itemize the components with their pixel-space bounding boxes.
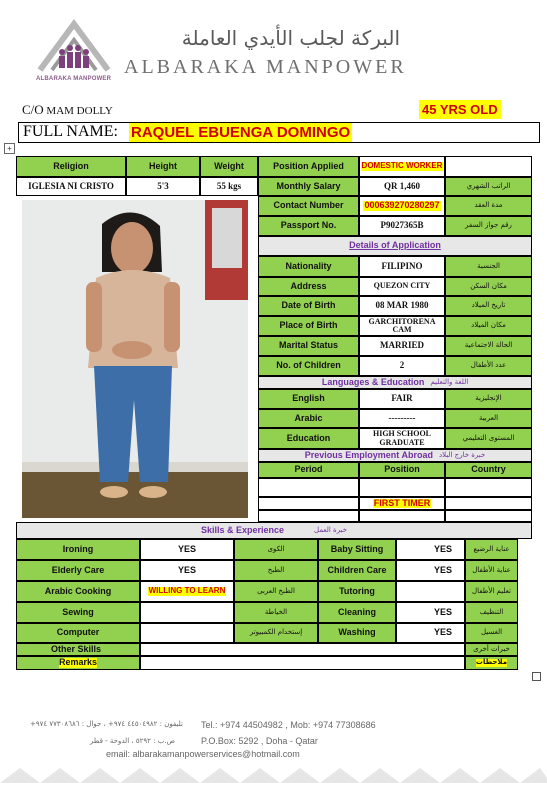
footer-pobox: P.O.Box: 5292 , Doha - Qatar xyxy=(201,736,318,746)
employment-header xyxy=(258,449,532,462)
skills-header xyxy=(16,522,532,539)
employment-row-1-country xyxy=(445,478,532,497)
skill-sewing-value xyxy=(140,602,234,623)
position-applied-label: Position Applied xyxy=(258,156,359,177)
monthly-salary-ar: الراتب الشهري xyxy=(445,177,532,196)
contact-number-value: 000639270280297 xyxy=(364,200,440,211)
place-of-birth-label: Place of Birth xyxy=(258,316,359,336)
skill-ironing-label: Ironing xyxy=(16,539,140,560)
first-timer-note: FIRST TIMER xyxy=(373,497,431,508)
arabic-value: --------- xyxy=(359,409,445,428)
other-skills-label: Other Skills xyxy=(16,643,140,656)
company-name-english: ALBARAKA MANPOWER xyxy=(124,56,407,78)
weight-header: Weight xyxy=(200,156,258,177)
address-ar: مكان السكن xyxy=(445,277,532,296)
height-header: Height xyxy=(126,156,200,177)
table-move-handle-icon[interactable]: + xyxy=(4,143,15,154)
date-of-birth-ar: تاريخ الميلاد xyxy=(445,296,532,316)
english-ar: الإنجليزية xyxy=(445,389,532,409)
skill-tutoring-label: Tutoring xyxy=(318,581,396,602)
full-name-value: RAQUEL EBUENGA DOMINGO xyxy=(131,124,351,141)
employment-title: Previous Employment Abroad xyxy=(304,449,433,460)
other-skills-value xyxy=(140,643,465,656)
children-label: No. of Children xyxy=(258,356,359,376)
skill-washing-value: YES xyxy=(396,623,465,643)
marital-status-value: MARRIED xyxy=(359,336,445,356)
monthly-salary-value: QR 1,460 xyxy=(359,177,445,196)
education-ar: المستوى التعليمي xyxy=(445,428,532,449)
languages-title-ar: اللغة والتعليم xyxy=(430,377,469,386)
contact-number-cell xyxy=(359,196,445,216)
religion-value: IGLESIA NI CRISTO xyxy=(16,177,126,196)
logo-subtitle: ALBARAKA MANPOWER xyxy=(36,76,112,82)
address-value: QUEZON CITY xyxy=(359,277,445,296)
religion-header: Religion xyxy=(16,156,126,177)
skill-children-care-label: Children Care xyxy=(318,560,396,581)
skill-cleaning-label: Cleaning xyxy=(318,602,396,623)
full-name-label: FULL NAME: xyxy=(23,123,118,140)
date-of-birth-label: Date of Birth xyxy=(258,296,359,316)
children-ar: عدد الأطفال xyxy=(445,356,532,376)
english-value: FAIR xyxy=(359,389,445,409)
skill-computer-label: Computer xyxy=(16,623,140,643)
remarks-label-cell xyxy=(16,656,140,670)
footer-telephone: Tel.: +974 44504982 , Mob: +974 77308686 xyxy=(201,720,376,730)
employment-row-2-period xyxy=(258,497,359,510)
footer-arabic-pobox: ص.ب : ٥٢٩٢ ، الدوحة - قطر xyxy=(90,737,175,745)
age-badge: 45 YRS OLD xyxy=(419,100,501,119)
skill-children-care-ar: عناية الأطفال xyxy=(465,560,518,581)
skill-tutoring-ar: تعليم الأطفال xyxy=(465,581,518,602)
care-of-prefix: C/O xyxy=(22,102,44,117)
employment-row-3-position xyxy=(359,510,445,522)
place-of-birth-value: GARCHITORENA CAM xyxy=(359,316,445,336)
table-resize-handle-icon[interactable] xyxy=(532,672,541,681)
skills-title: Skills & Experience xyxy=(200,524,285,535)
footer-pattern xyxy=(0,768,547,783)
arabic-label: Arabic xyxy=(258,409,359,428)
monthly-salary-label: Monthly Salary xyxy=(258,177,359,196)
nationality-label: Nationality xyxy=(258,256,359,277)
passport-value: P9027365B xyxy=(359,216,445,236)
skill-baby-sitting-ar: عناية الرضيع xyxy=(465,539,518,560)
employment-row-3-country xyxy=(445,510,532,522)
company-logo xyxy=(36,18,112,78)
remarks-value xyxy=(140,656,465,670)
remarks-ar-cell xyxy=(465,656,518,670)
skill-arabic-cooking-label: Arabic Cooking xyxy=(16,581,140,602)
skill-ironing-ar: الكوى xyxy=(234,539,318,560)
footer-email[interactable]: email: albarakamanpowerservices@hotmail.com xyxy=(106,749,300,759)
marital-status-ar: الحالة الاجتماعية xyxy=(445,336,532,356)
skill-children-care-value: YES xyxy=(396,560,465,581)
remarks-label: Remarks xyxy=(59,657,98,668)
skill-cleaning-value: YES xyxy=(396,602,465,623)
skill-cleaning-ar: التنظيف xyxy=(465,602,518,623)
care-of-name: MAM DOLLY xyxy=(46,105,113,117)
employment-title-ar: خبرة خارج البلاد xyxy=(438,450,486,459)
contact-number-ar: مدة العقد xyxy=(445,196,532,216)
applicant-photo xyxy=(22,200,248,518)
details-title: Details of Application xyxy=(349,240,441,251)
employment-row-3-period xyxy=(258,510,359,522)
position-applied-value: DOMESTIC WORKER xyxy=(361,161,443,171)
date-of-birth-value: 08 MAR 1980 xyxy=(359,296,445,316)
skill-sewing-label: Sewing xyxy=(16,602,140,623)
skill-elderly-care-value: YES xyxy=(140,560,234,581)
skill-sewing-ar: الخياطة xyxy=(234,602,318,623)
care-of-line xyxy=(22,102,113,118)
weight-value: 55 kgs xyxy=(200,177,258,196)
skill-elderly-care-ar: الطبخ xyxy=(234,560,318,581)
skill-computer-ar: إستخدام الكمبيوتر xyxy=(234,623,318,643)
skill-arabic-cooking-cell xyxy=(140,581,234,602)
full-name-row xyxy=(18,122,540,143)
country-header: Country xyxy=(445,462,532,478)
skill-tutoring-value xyxy=(396,581,465,602)
skill-washing-ar: الغسيل xyxy=(465,623,518,643)
other-skills-ar: خبرات أخرى xyxy=(465,643,518,656)
skill-computer-value xyxy=(140,623,234,643)
skill-elderly-care-label: Elderly Care xyxy=(16,560,140,581)
period-header: Period xyxy=(258,462,359,478)
remarks-ar: ملاحظات xyxy=(475,658,508,667)
skill-arabic-cooking-value: WILLING TO LEARN xyxy=(148,586,226,596)
employment-row-1-position xyxy=(359,478,445,497)
passport-label: Passport No. xyxy=(258,216,359,236)
place-of-birth-ar: مكان الميلاد xyxy=(445,316,532,336)
passport-ar: رقم جواز السفر xyxy=(445,216,532,236)
languages-title: Languages & Education xyxy=(321,376,425,387)
footer-arabic-phones: تليفون : ٤٤٥٠٤٩٨٢ ٩٧٤+ ، جوال : ٧٧٣٠٨٦٨٦ ٩٧٤+ xyxy=(30,720,183,728)
contact-number-label: Contact Number xyxy=(258,196,359,216)
skill-arabic-cooking-ar: الطبخ العربى xyxy=(234,581,318,602)
skills-title-ar: خبرة العمل xyxy=(314,525,348,534)
details-of-application-header xyxy=(258,236,532,256)
position-applied-cell xyxy=(359,156,445,177)
nationality-value: FILIPINO xyxy=(359,256,445,277)
skill-baby-sitting-value: YES xyxy=(396,539,465,560)
education-label: Education xyxy=(258,428,359,449)
arabic-ar: العربية xyxy=(445,409,532,428)
education-value: HIGH SCHOOL GRADUATE xyxy=(359,428,445,449)
english-label: English xyxy=(258,389,359,409)
employment-row-1-period xyxy=(258,478,359,497)
company-name-arabic: البركة لجلب الأيدي العاملة xyxy=(181,26,400,50)
height-value: 5'3 xyxy=(126,177,200,196)
position-header: Position xyxy=(359,462,445,478)
skill-washing-label: Washing xyxy=(318,623,396,643)
children-value: 2 xyxy=(359,356,445,376)
nationality-ar: الجنسية xyxy=(445,256,532,277)
address-label: Address xyxy=(258,277,359,296)
employment-row-2-country xyxy=(445,497,532,510)
employment-row-2-position xyxy=(359,497,445,510)
skill-ironing-value: YES xyxy=(140,539,234,560)
position-applied-ar xyxy=(445,156,532,177)
skill-baby-sitting-label: Baby Sitting xyxy=(318,539,396,560)
languages-header xyxy=(258,376,532,389)
marital-status-label: Marital Status xyxy=(258,336,359,356)
